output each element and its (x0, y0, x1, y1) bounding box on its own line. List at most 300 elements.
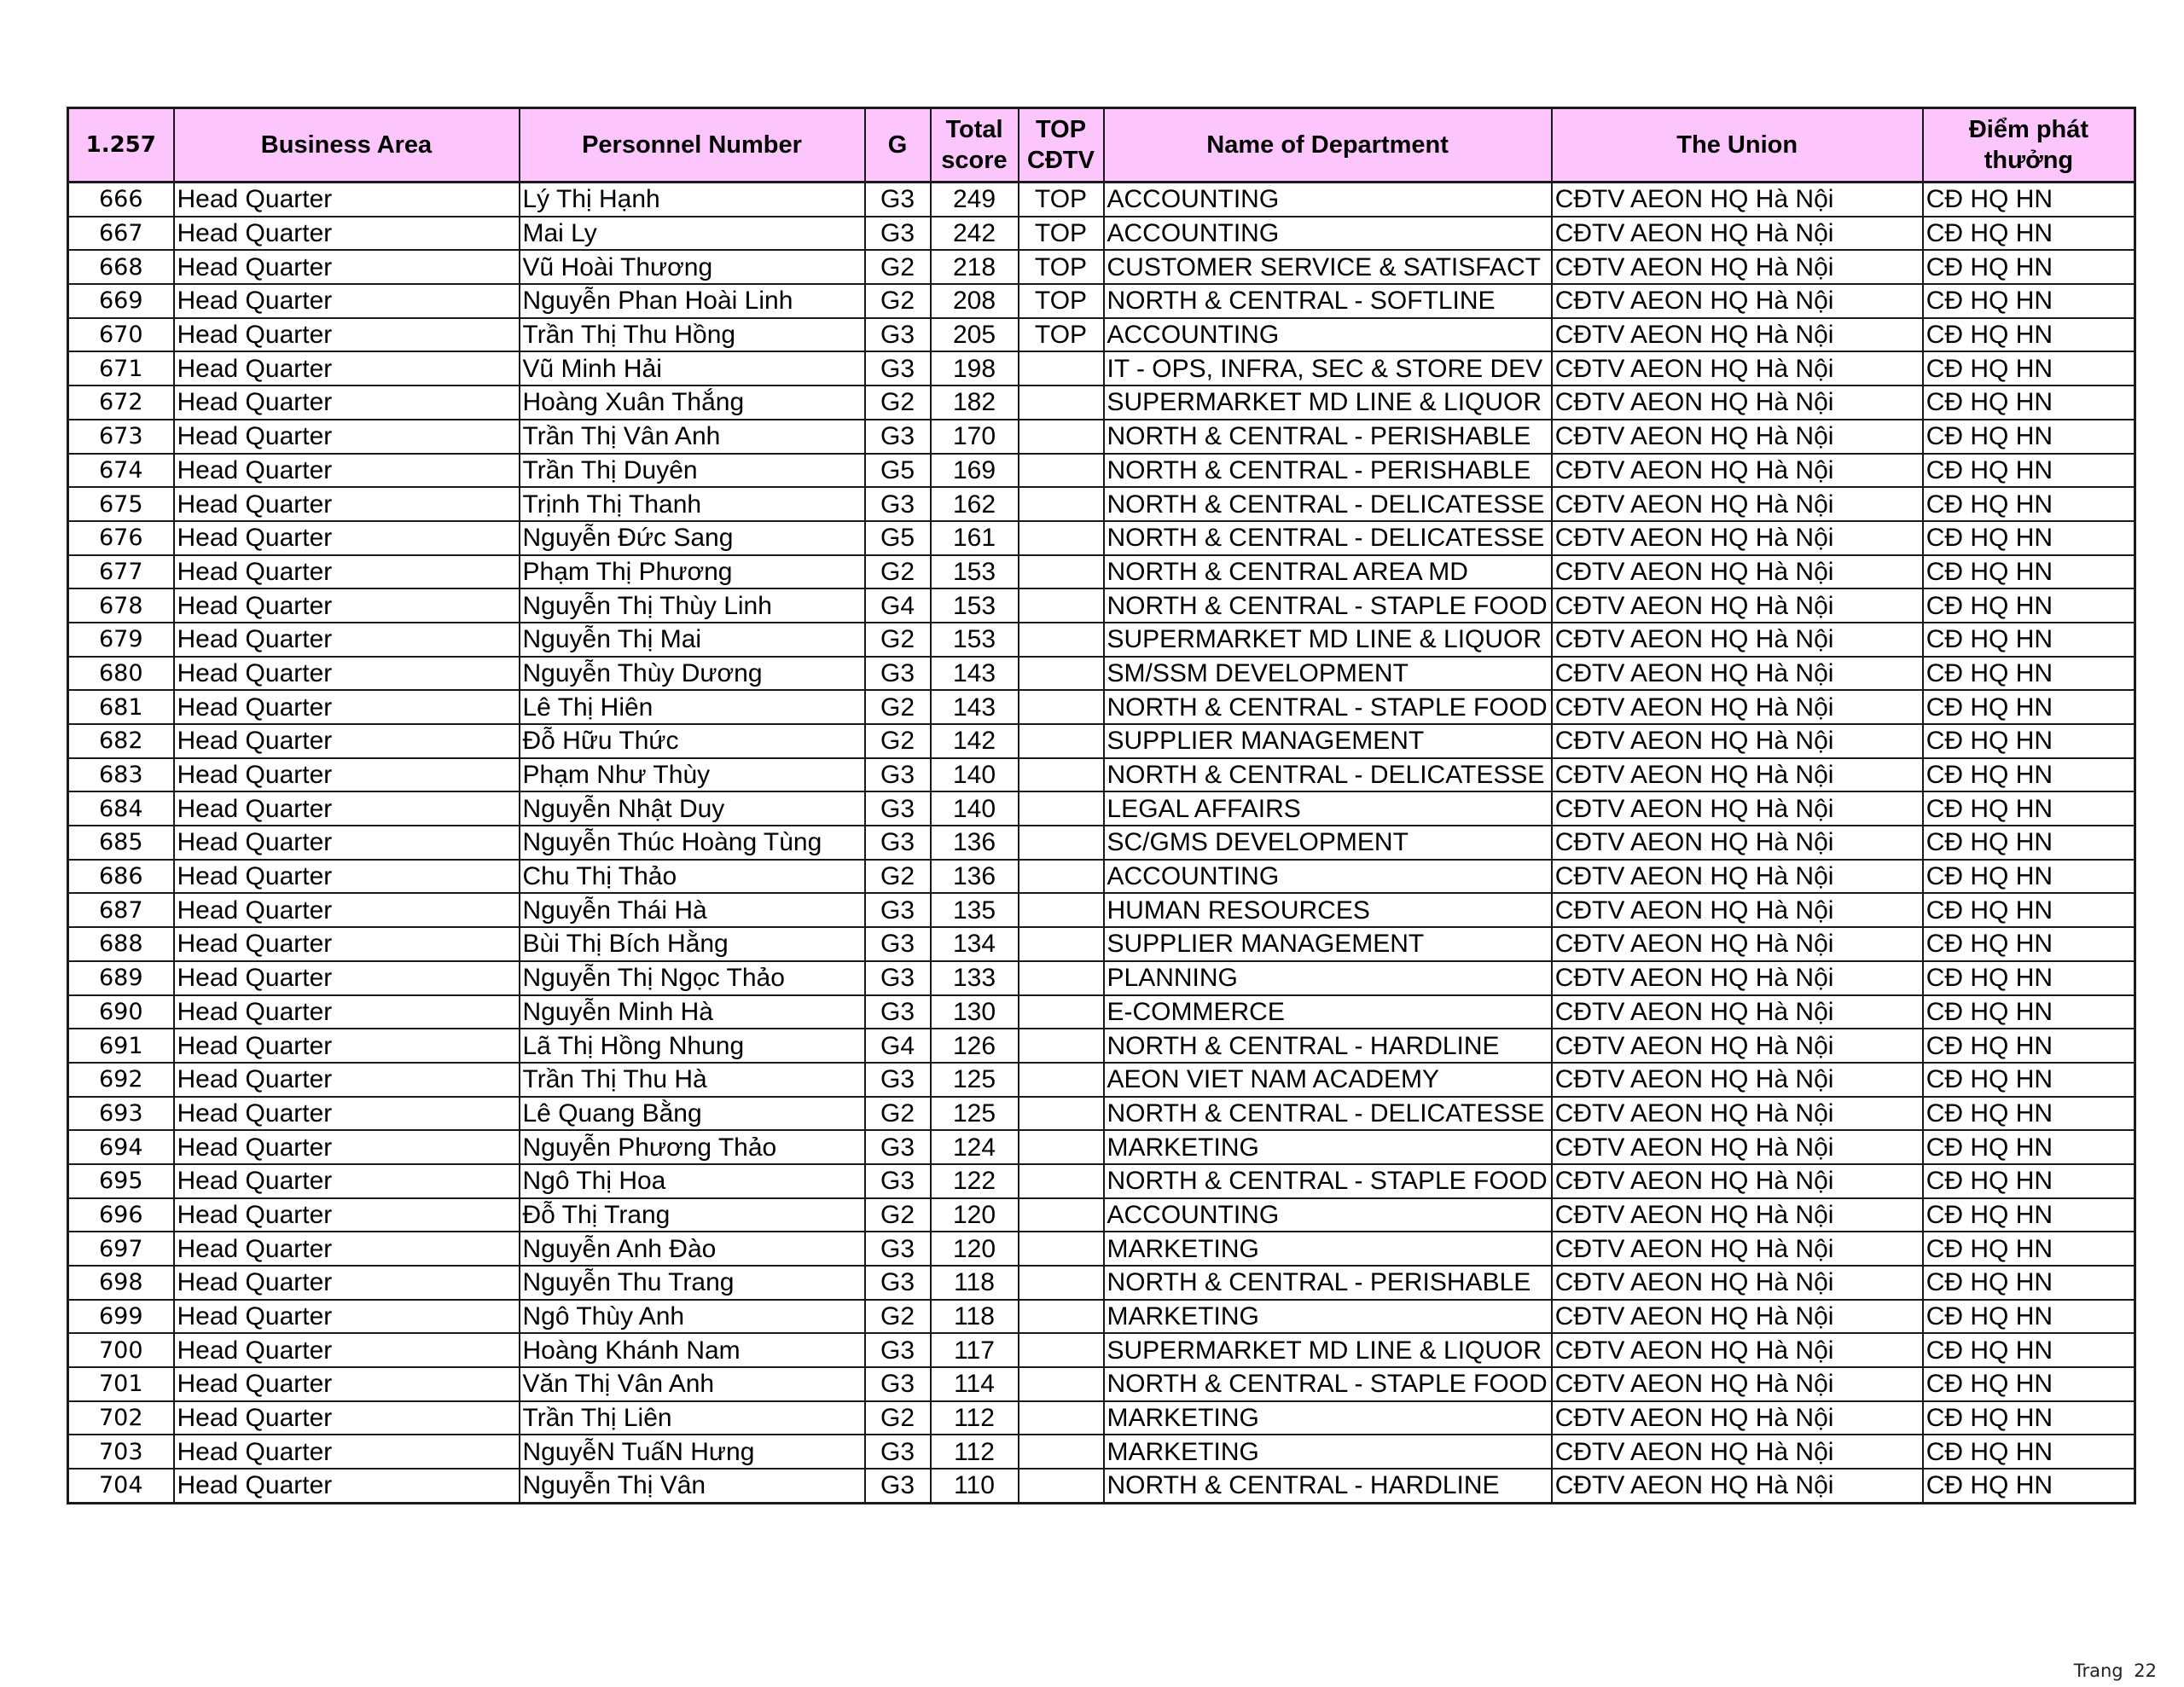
table-row (68, 724, 2135, 758)
cell-department: NORTH & CENTRAL - PERISHABLE (1104, 454, 1552, 488)
cell-personnel-name: Vũ Minh Hải (520, 351, 865, 386)
cell-grade: G3 (865, 657, 931, 691)
cell-index: 683 (68, 758, 174, 792)
table-row (68, 1300, 2135, 1334)
cell-grade: G2 (865, 724, 931, 758)
cell-department: SUPPLIER MANAGEMENT (1104, 927, 1552, 961)
cell-business-area: Head Quarter (174, 1130, 520, 1164)
cell-grade: G3 (865, 420, 931, 454)
cell-top-cdtv (1019, 588, 1104, 623)
cell-personnel-name: Đỗ Hữu Thức (520, 724, 865, 758)
cell-personnel-name: Bùi Thị Bích Hằng (520, 927, 865, 961)
cell-grade: G3 (865, 893, 931, 927)
table-row (68, 1198, 2135, 1232)
cell-personnel-name: Lã Thị Hồng Nhung (520, 1029, 865, 1063)
cell-business-area: Head Quarter (174, 1029, 520, 1063)
cell-bonus-point: CĐ HQ HN (1923, 1198, 2135, 1232)
cell-department: HUMAN RESOURCES (1104, 893, 1552, 927)
cell-department: MARKETING (1104, 1130, 1552, 1164)
cell-business-area: Head Quarter (174, 555, 520, 589)
table-row (68, 318, 2135, 352)
table-row (68, 791, 2135, 826)
cell-union: CĐTV AEON HQ Hà Nội (1552, 588, 1923, 623)
cell-department: NORTH & CENTRAL - STAPLE FOOD (1104, 1164, 1552, 1198)
cell-personnel-name: Nguyễn Phương Thảo (520, 1130, 865, 1164)
cell-department: SC/GMS DEVELOPMENT (1104, 826, 1552, 860)
table-row (68, 454, 2135, 488)
cell-index: 694 (68, 1130, 174, 1164)
cell-department: NORTH & CENTRAL - DELICATESSE (1104, 758, 1552, 792)
table-row (68, 1435, 2135, 1469)
header-total-score-line2: score (941, 147, 1008, 174)
header-total-score (931, 108, 1019, 183)
table-body (68, 183, 2135, 1504)
cell-personnel-name: Trần Thị Thu Hà (520, 1063, 865, 1097)
cell-bonus-point: CĐ HQ HN (1923, 724, 2135, 758)
cell-grade: G3 (865, 1435, 931, 1469)
cell-index: 686 (68, 860, 174, 894)
cell-business-area: Head Quarter (174, 250, 520, 284)
cell-index: 695 (68, 1164, 174, 1198)
cell-union: CĐTV AEON HQ Hà Nội (1552, 758, 1923, 792)
cell-total-score: 153 (931, 555, 1019, 589)
cell-department: NORTH & CENTRAL - HARDLINE (1104, 1029, 1552, 1063)
cell-department: ACCOUNTING (1104, 1198, 1552, 1232)
cell-bonus-point: CĐ HQ HN (1923, 1401, 2135, 1435)
table-row (68, 860, 2135, 894)
cell-grade: G4 (865, 588, 931, 623)
cell-business-area: Head Quarter (174, 1401, 520, 1435)
cell-top-cdtv (1019, 657, 1104, 691)
cell-grade: G2 (865, 860, 931, 894)
cell-department: MARKETING (1104, 1232, 1552, 1266)
cell-business-area: Head Quarter (174, 1435, 520, 1469)
header-business-area: Business Area (174, 108, 520, 183)
header-row (68, 108, 2135, 183)
cell-total-score: 162 (931, 487, 1019, 521)
cell-personnel-name: Phạm Như Thùy (520, 758, 865, 792)
cell-bonus-point: CĐ HQ HN (1923, 1232, 2135, 1266)
cell-personnel-name: Nguyễn Thùy Dương (520, 657, 865, 691)
cell-total-score: 182 (931, 386, 1019, 420)
cell-top-cdtv: TOP (1019, 183, 1104, 217)
cell-business-area: Head Quarter (174, 1300, 520, 1334)
cell-bonus-point: CĐ HQ HN (1923, 284, 2135, 318)
cell-bonus-point: CĐ HQ HN (1923, 250, 2135, 284)
cell-personnel-name: NguyễN TuấN Hưng (520, 1435, 865, 1469)
table-row (68, 961, 2135, 995)
cell-bonus-point: CĐ HQ HN (1923, 1063, 2135, 1097)
cell-department: ACCOUNTING (1104, 217, 1552, 251)
cell-top-cdtv: TOP (1019, 250, 1104, 284)
cell-grade: G2 (865, 623, 931, 657)
cell-top-cdtv (1019, 1130, 1104, 1164)
cell-total-score: 112 (931, 1435, 1019, 1469)
cell-total-score: 153 (931, 623, 1019, 657)
cell-business-area: Head Quarter (174, 961, 520, 995)
table-row (68, 420, 2135, 454)
cell-business-area: Head Quarter (174, 318, 520, 352)
cell-union: CĐTV AEON HQ Hà Nội (1552, 487, 1923, 521)
cell-grade: G2 (865, 284, 931, 318)
cell-personnel-name: Nguyễn Đức Sang (520, 521, 865, 555)
cell-business-area: Head Quarter (174, 826, 520, 860)
table-row (68, 250, 2135, 284)
cell-business-area: Head Quarter (174, 657, 520, 691)
cell-top-cdtv: TOP (1019, 217, 1104, 251)
cell-index: 685 (68, 826, 174, 860)
cell-top-cdtv (1019, 623, 1104, 657)
cell-grade: G3 (865, 1333, 931, 1367)
cell-business-area: Head Quarter (174, 183, 520, 217)
cell-department: NORTH & CENTRAL - PERISHABLE (1104, 1266, 1552, 1300)
cell-personnel-name: Văn Thị Vân Anh (520, 1367, 865, 1401)
cell-top-cdtv: TOP (1019, 318, 1104, 352)
cell-department: NORTH & CENTRAL - PERISHABLE (1104, 420, 1552, 454)
cell-index: 687 (68, 893, 174, 927)
cell-bonus-point: CĐ HQ HN (1923, 690, 2135, 724)
cell-top-cdtv (1019, 1469, 1104, 1503)
cell-total-score: 122 (931, 1164, 1019, 1198)
cell-bonus-point: CĐ HQ HN (1923, 420, 2135, 454)
cell-bonus-point: CĐ HQ HN (1923, 1029, 2135, 1063)
cell-bonus-point: CĐ HQ HN (1923, 860, 2135, 894)
cell-personnel-name: Trần Thị Liên (520, 1401, 865, 1435)
table-row (68, 217, 2135, 251)
cell-business-area: Head Quarter (174, 487, 520, 521)
cell-department: ACCOUNTING (1104, 183, 1552, 217)
cell-bonus-point: CĐ HQ HN (1923, 588, 2135, 623)
cell-business-area: Head Quarter (174, 758, 520, 792)
header-department: Name of Department (1104, 108, 1552, 183)
cell-total-score: 135 (931, 893, 1019, 927)
cell-top-cdtv (1019, 927, 1104, 961)
cell-bonus-point: CĐ HQ HN (1923, 927, 2135, 961)
cell-union: CĐTV AEON HQ Hà Nội (1552, 1435, 1923, 1469)
table-header (68, 108, 2135, 183)
cell-top-cdtv (1019, 1367, 1104, 1401)
cell-index: 666 (68, 183, 174, 217)
cell-grade: G2 (865, 555, 931, 589)
cell-index: 689 (68, 961, 174, 995)
cell-index: 693 (68, 1097, 174, 1131)
cell-business-area: Head Quarter (174, 521, 520, 555)
cell-personnel-name: Mai Ly (520, 217, 865, 251)
table-row (68, 487, 2135, 521)
header-total-score-line1: Total (945, 116, 1003, 143)
cell-bonus-point: CĐ HQ HN (1923, 487, 2135, 521)
cell-personnel-name: Hoàng Xuân Thắng (520, 386, 865, 420)
header-bonus-point (1923, 108, 2135, 183)
cell-union: CĐTV AEON HQ Hà Nội (1552, 318, 1923, 352)
cell-business-area: Head Quarter (174, 454, 520, 488)
header-personnel-number: Personnel Number (520, 108, 865, 183)
cell-top-cdtv: TOP (1019, 284, 1104, 318)
cell-business-area: Head Quarter (174, 893, 520, 927)
cell-bonus-point: CĐ HQ HN (1923, 555, 2135, 589)
table-row (68, 521, 2135, 555)
cell-department: NORTH & CENTRAL - STAPLE FOOD (1104, 588, 1552, 623)
cell-top-cdtv (1019, 555, 1104, 589)
cell-union: CĐTV AEON HQ Hà Nội (1552, 454, 1923, 488)
cell-bonus-point: CĐ HQ HN (1923, 623, 2135, 657)
cell-union: CĐTV AEON HQ Hà Nội (1552, 217, 1923, 251)
cell-bonus-point: CĐ HQ HN (1923, 791, 2135, 826)
cell-union: CĐTV AEON HQ Hà Nội (1552, 893, 1923, 927)
cell-business-area: Head Quarter (174, 217, 520, 251)
cell-business-area: Head Quarter (174, 420, 520, 454)
cell-union: CĐTV AEON HQ Hà Nội (1552, 1401, 1923, 1435)
cell-top-cdtv (1019, 1063, 1104, 1097)
table-row (68, 893, 2135, 927)
cell-union: CĐTV AEON HQ Hà Nội (1552, 724, 1923, 758)
cell-department: ACCOUNTING (1104, 860, 1552, 894)
cell-grade: G2 (865, 1198, 931, 1232)
cell-grade: G3 (865, 1130, 931, 1164)
cell-index: 676 (68, 521, 174, 555)
cell-union: CĐTV AEON HQ Hà Nội (1552, 555, 1923, 589)
cell-department: NORTH & CENTRAL - DELICATESSE (1104, 487, 1552, 521)
cell-total-score: 143 (931, 690, 1019, 724)
cell-bonus-point: CĐ HQ HN (1923, 318, 2135, 352)
cell-bonus-point: CĐ HQ HN (1923, 454, 2135, 488)
cell-department: E-COMMERCE (1104, 995, 1552, 1029)
cell-total-score: 218 (931, 250, 1019, 284)
cell-personnel-name: Nguyễn Thị Mai (520, 623, 865, 657)
cell-department: LEGAL AFFAIRS (1104, 791, 1552, 826)
cell-department: PLANNING (1104, 961, 1552, 995)
cell-total-score: 118 (931, 1266, 1019, 1300)
cell-union: CĐTV AEON HQ Hà Nội (1552, 860, 1923, 894)
cell-grade: G3 (865, 1063, 931, 1097)
cell-grade: G3 (865, 318, 931, 352)
page-number: Trang 22 (2073, 1661, 2157, 1681)
cell-grade: G3 (865, 791, 931, 826)
cell-union: CĐTV AEON HQ Hà Nội (1552, 1164, 1923, 1198)
cell-total-score: 112 (931, 1401, 1019, 1435)
cell-business-area: Head Quarter (174, 1164, 520, 1198)
cell-personnel-name: Nguyễn Thu Trang (520, 1266, 865, 1300)
cell-grade: G3 (865, 995, 931, 1029)
cell-department: NORTH & CENTRAL - DELICATESSE (1104, 521, 1552, 555)
header-top-cdtv-line1: TOP (1035, 116, 1087, 143)
cell-grade: G3 (865, 1469, 931, 1503)
cell-union: CĐTV AEON HQ Hà Nội (1552, 927, 1923, 961)
cell-bonus-point: CĐ HQ HN (1923, 1469, 2135, 1503)
cell-top-cdtv (1019, 724, 1104, 758)
cell-business-area: Head Quarter (174, 724, 520, 758)
cell-index: 670 (68, 318, 174, 352)
cell-index: 673 (68, 420, 174, 454)
cell-total-score: 136 (931, 860, 1019, 894)
header-bonus-point-line1: Điểm phát (1968, 116, 2089, 143)
cell-bonus-point: CĐ HQ HN (1923, 961, 2135, 995)
cell-department: MARKETING (1104, 1401, 1552, 1435)
cell-business-area: Head Quarter (174, 995, 520, 1029)
header-top-cdtv-line2: CĐTV (1027, 147, 1095, 174)
cell-business-area: Head Quarter (174, 1063, 520, 1097)
cell-bonus-point: CĐ HQ HN (1923, 826, 2135, 860)
cell-index: 700 (68, 1333, 174, 1367)
cell-business-area: Head Quarter (174, 284, 520, 318)
table-row (68, 351, 2135, 386)
cell-department: SUPERMARKET MD LINE & LIQUOR (1104, 386, 1552, 420)
table-row (68, 690, 2135, 724)
cell-bonus-point: CĐ HQ HN (1923, 386, 2135, 420)
table-row (68, 623, 2135, 657)
header-g: G (865, 108, 931, 183)
cell-union: CĐTV AEON HQ Hà Nội (1552, 1333, 1923, 1367)
table-row (68, 1063, 2135, 1097)
cell-department: MARKETING (1104, 1300, 1552, 1334)
cell-union: CĐTV AEON HQ Hà Nội (1552, 995, 1923, 1029)
cell-index: 669 (68, 284, 174, 318)
cell-union: CĐTV AEON HQ Hà Nội (1552, 690, 1923, 724)
cell-total-score: 114 (931, 1367, 1019, 1401)
cell-union: CĐTV AEON HQ Hà Nội (1552, 386, 1923, 420)
cell-personnel-name: Hoàng Khánh Nam (520, 1333, 865, 1367)
cell-top-cdtv (1019, 893, 1104, 927)
cell-index: 679 (68, 623, 174, 657)
table-row (68, 1130, 2135, 1164)
cell-total-score: 143 (931, 657, 1019, 691)
cell-index: 704 (68, 1469, 174, 1503)
cell-union: CĐTV AEON HQ Hà Nội (1552, 1300, 1923, 1334)
table-row (68, 588, 2135, 623)
cell-top-cdtv (1019, 791, 1104, 826)
cell-business-area: Head Quarter (174, 351, 520, 386)
cell-top-cdtv (1019, 860, 1104, 894)
cell-top-cdtv (1019, 1198, 1104, 1232)
cell-grade: G3 (865, 1266, 931, 1300)
cell-total-score: 125 (931, 1097, 1019, 1131)
cell-business-area: Head Quarter (174, 1469, 520, 1503)
cell-grade: G5 (865, 521, 931, 555)
cell-bonus-point: CĐ HQ HN (1923, 758, 2135, 792)
cell-grade: G3 (865, 487, 931, 521)
cell-personnel-name: Nguyễn Thị Vân (520, 1469, 865, 1503)
cell-top-cdtv (1019, 487, 1104, 521)
cell-personnel-name: Nguyễn Thái Hà (520, 893, 865, 927)
cell-union: CĐTV AEON HQ Hà Nội (1552, 1367, 1923, 1401)
cell-personnel-name: Trịnh Thị Thanh (520, 487, 865, 521)
cell-index: 696 (68, 1198, 174, 1232)
cell-personnel-name: Nguyễn Thị Ngọc Thảo (520, 961, 865, 995)
cell-department: CUSTOMER SERVICE & SATISFACT (1104, 250, 1552, 284)
cell-union: CĐTV AEON HQ Hà Nội (1552, 284, 1923, 318)
cell-union: CĐTV AEON HQ Hà Nội (1552, 1097, 1923, 1131)
table-row (68, 555, 2135, 589)
cell-index: 667 (68, 217, 174, 251)
cell-department: SUPPLIER MANAGEMENT (1104, 724, 1552, 758)
cell-personnel-name: Chu Thị Thảo (520, 860, 865, 894)
cell-top-cdtv (1019, 1029, 1104, 1063)
cell-department: ACCOUNTING (1104, 318, 1552, 352)
cell-personnel-name: Vũ Hoài Thương (520, 250, 865, 284)
cell-union: CĐTV AEON HQ Hà Nội (1552, 623, 1923, 657)
cell-total-score: 110 (931, 1469, 1019, 1503)
cell-index: 675 (68, 487, 174, 521)
cell-business-area: Head Quarter (174, 386, 520, 420)
cell-department: NORTH & CENTRAL - HARDLINE (1104, 1469, 1552, 1503)
cell-bonus-point: CĐ HQ HN (1923, 1333, 2135, 1367)
cell-grade: G3 (865, 351, 931, 386)
cell-top-cdtv (1019, 521, 1104, 555)
cell-union: CĐTV AEON HQ Hà Nội (1552, 521, 1923, 555)
table-row (68, 284, 2135, 318)
cell-personnel-name: Nguyễn Thúc Hoàng Tùng (520, 826, 865, 860)
cell-business-area: Head Quarter (174, 791, 520, 826)
cell-personnel-name: Phạm Thị Phương (520, 555, 865, 589)
cell-grade: G3 (865, 1232, 931, 1266)
cell-index: 691 (68, 1029, 174, 1063)
cell-grade: G5 (865, 454, 931, 488)
cell-total-score: 133 (931, 961, 1019, 995)
cell-total-score: 125 (931, 1063, 1019, 1097)
cell-business-area: Head Quarter (174, 1266, 520, 1300)
cell-top-cdtv (1019, 386, 1104, 420)
table-row (68, 1029, 2135, 1063)
cell-top-cdtv (1019, 1435, 1104, 1469)
cell-index: 703 (68, 1435, 174, 1469)
cell-business-area: Head Quarter (174, 860, 520, 894)
table-row (68, 1367, 2135, 1401)
cell-total-score: 208 (931, 284, 1019, 318)
cell-top-cdtv (1019, 1266, 1104, 1300)
cell-index: 680 (68, 657, 174, 691)
cell-bonus-point: CĐ HQ HN (1923, 1435, 2135, 1469)
cell-business-area: Head Quarter (174, 927, 520, 961)
cell-grade: G2 (865, 690, 931, 724)
cell-union: CĐTV AEON HQ Hà Nội (1552, 1232, 1923, 1266)
cell-personnel-name: Nguyễn Thị Thùy Linh (520, 588, 865, 623)
cell-personnel-name: Nguyễn Minh Hà (520, 995, 865, 1029)
cell-total-score: 249 (931, 183, 1019, 217)
cell-union: CĐTV AEON HQ Hà Nội (1552, 1266, 1923, 1300)
cell-total-score: 242 (931, 217, 1019, 251)
cell-union: CĐTV AEON HQ Hà Nội (1552, 351, 1923, 386)
cell-union: CĐTV AEON HQ Hà Nội (1552, 1130, 1923, 1164)
table-row (68, 1232, 2135, 1266)
header-top-cdtv (1019, 108, 1104, 183)
cell-top-cdtv (1019, 758, 1104, 792)
cell-bonus-point: CĐ HQ HN (1923, 1300, 2135, 1334)
cell-total-score: 134 (931, 927, 1019, 961)
table-row (68, 657, 2135, 691)
cell-top-cdtv (1019, 351, 1104, 386)
cell-bonus-point: CĐ HQ HN (1923, 1164, 2135, 1198)
cell-bonus-point: CĐ HQ HN (1923, 995, 2135, 1029)
cell-department: NORTH & CENTRAL AREA MD (1104, 555, 1552, 589)
cell-grade: G3 (865, 1164, 931, 1198)
cell-bonus-point: CĐ HQ HN (1923, 521, 2135, 555)
table-row (68, 995, 2135, 1029)
cell-total-score: 126 (931, 1029, 1019, 1063)
cell-personnel-name: Nguyễn Anh Đào (520, 1232, 865, 1266)
cell-top-cdtv (1019, 420, 1104, 454)
cell-union: CĐTV AEON HQ Hà Nội (1552, 250, 1923, 284)
cell-total-score: 198 (931, 351, 1019, 386)
cell-top-cdtv (1019, 690, 1104, 724)
cell-personnel-name: Trần Thị Vân Anh (520, 420, 865, 454)
cell-total-score: 118 (931, 1300, 1019, 1334)
cell-department: NORTH & CENTRAL - DELICATESSE (1104, 1097, 1552, 1131)
cell-personnel-name: Lê Quang Bằng (520, 1097, 865, 1131)
cell-business-area: Head Quarter (174, 1367, 520, 1401)
cell-department: SUPERMARKET MD LINE & LIQUOR (1104, 623, 1552, 657)
cell-union: CĐTV AEON HQ Hà Nội (1552, 1198, 1923, 1232)
cell-department: IT - OPS, INFRA, SEC & STORE DEV (1104, 351, 1552, 386)
